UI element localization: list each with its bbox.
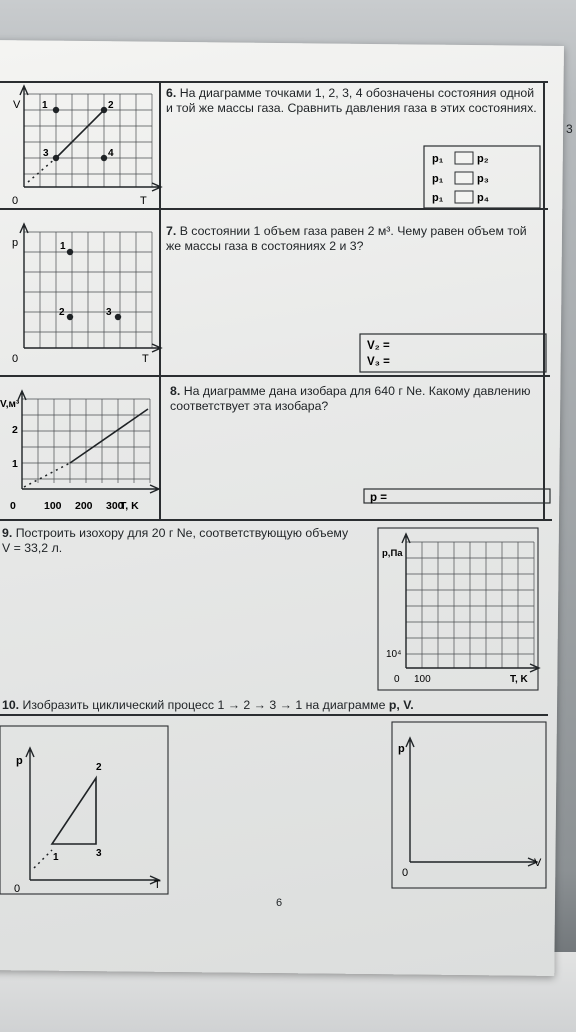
diagram-frame [0,726,168,894]
x-axis-label: T, K [510,674,528,685]
task-9-diagram [376,526,546,690]
task-10-text-bold: p, V. [388,698,414,712]
task-9-number: 9. [2,526,13,540]
point-label-1: 1 [42,100,48,111]
grid [22,399,150,483]
axes [406,738,537,866]
x-axis-label: T [142,353,149,365]
x-axis-label: T, K [120,500,139,512]
y-axis-label: V [13,99,21,111]
state-point-1 [53,107,59,113]
table-row-divider [0,714,548,716]
task-8-text: На диаграмме дана изобара для 640 г Ne. Какому давлению соответствует эта изобара? [170,384,531,413]
table-row-divider [0,375,550,377]
origin-label: 0 [10,500,16,512]
cycle-triangle [52,778,96,844]
x-axis-label: V [534,857,542,869]
y-tick-label: 10⁴ [386,649,402,660]
answer-v3: V₃ = [367,356,390,368]
extrapolation-line [34,850,52,868]
y-axis-label: p [12,237,19,249]
y-tick-2: 2 [12,424,18,436]
task-6-number: 6. [166,86,177,100]
task-10-number: 10. [2,698,20,712]
answer-v2: V₂ = [367,340,390,352]
edge-mark: 3 [566,122,573,136]
axes [18,391,159,493]
point-label-3: 3 [43,148,49,159]
origin-label: 0 [14,883,21,895]
task-7-answer-box [360,334,546,372]
task-7-number: 7. [166,224,177,238]
task-10-right-diagram [392,722,548,890]
state-point-1 [67,249,73,255]
grid [24,232,152,348]
y-axis-label: p,Па [382,548,403,559]
y-axis-label: p [398,743,405,755]
diagram-frame [392,722,546,888]
origin-label: 0 [402,867,409,879]
task-7-text: В состоянии 1 объем газа равен 2 м³. Чему равен объем той же массы газа в состояниях 2 и 3? [166,224,527,253]
extrapolation-line [28,158,56,182]
compare-right-3: p₄ [477,192,489,204]
y-axis-label: V,м³ [0,399,20,410]
task-6-answer-box [424,146,544,208]
origin-label: 0 [12,195,19,207]
task-9-text-line2: V = 33,2 л. [2,541,63,555]
page-number: 6 [276,897,283,909]
task-10-left-diagram [0,726,170,896]
isobar-line [70,409,148,463]
y-tick-1: 1 [12,458,18,470]
origin-label: 0 [394,674,400,685]
task-9 [2,526,382,556]
x-axis-label: T [154,879,161,891]
compare-left-2: p₁ [432,173,444,185]
state-point-2 [67,314,73,320]
axes [20,224,161,352]
x-tick-200: 200 [75,500,93,512]
axes [26,748,159,884]
task-8 [170,384,542,414]
compare-left-3: p₁ [432,192,444,204]
task-6-diagram [0,82,160,212]
point-label-2: 2 [108,100,114,111]
extrapolation-line [24,463,70,487]
x-axis-label: T [140,195,147,207]
task-6-text: На диаграмме точками 1, 2, 3, 4 обозначены состояния одной и той же массы газа. Сравнить давления газа в этих состояниях. [166,86,537,115]
point-label-3: 3 [96,848,102,859]
point-label-1: 1 [60,241,66,252]
x-tick-300: 300 [106,500,124,512]
compare-right-1: p₂ [477,153,489,165]
state-point-2 [101,107,107,113]
compare-input-1[interactable] [455,152,473,164]
answer-p: p = [370,492,387,504]
compare-input-2[interactable] [455,172,473,184]
task-6 [166,86,538,116]
point-label-4: 4 [108,148,114,159]
grid [406,542,534,668]
state-point-4 [101,155,107,161]
axes [402,534,539,672]
point-label-3: 3 [106,307,112,318]
task-10-text: Изобразить циклический процесс 1 → 2 → 3 → 1 на диаграмме [22,698,386,712]
state-point-3 [53,155,59,161]
task-8-diagram [0,385,160,515]
point-label-1: 1 [53,852,59,863]
state-point-3 [115,314,121,320]
task-8-number: 8. [170,384,181,398]
task-10 [2,698,522,713]
point-label-2: 2 [96,762,102,773]
compare-right-2: p₃ [477,173,489,185]
x-tick-100: 100 [44,500,62,512]
compare-left-1: p₁ [432,153,444,165]
task-7 [166,224,538,254]
y-axis-label: p [16,755,23,767]
task-9-text-line1: Построить изохору для 20 г Ne, соответствующую объему [15,526,349,540]
task-7-diagram [0,216,160,366]
table-row-divider [0,519,552,521]
point-label-2: 2 [59,307,65,318]
compare-input-3[interactable] [455,191,473,203]
x-tick-label: 100 [414,674,431,685]
task-8-answer-box [364,489,550,503]
origin-label: 0 [12,353,19,365]
process-line [56,110,104,158]
